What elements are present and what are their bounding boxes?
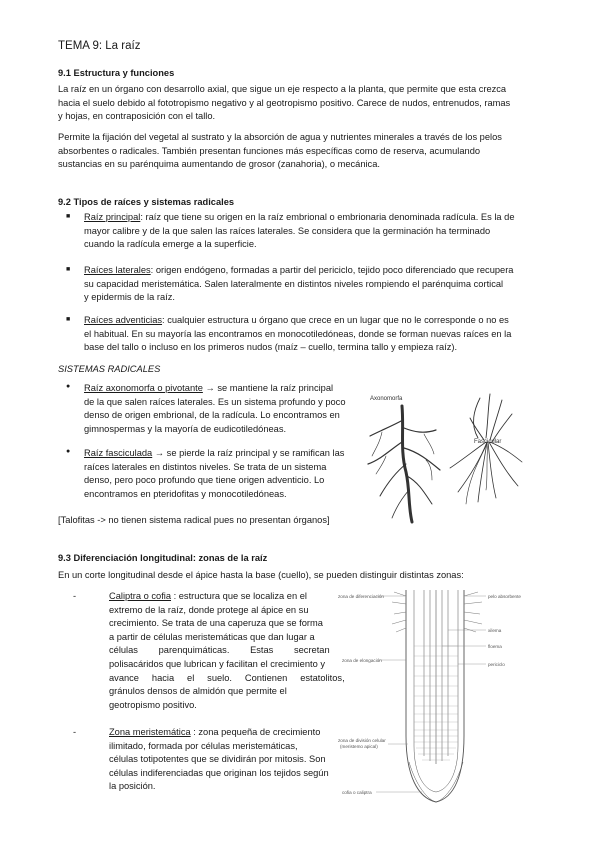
text-line: raíces laterales en distintos niveles. Se trata de un sistema <box>84 461 327 472</box>
figure-label-axonomorfa: Axonomorfa <box>370 396 403 402</box>
fascicular-root-drawing <box>450 394 522 504</box>
term: Raíces laterales <box>84 265 151 275</box>
text-line: → se pierde la raíz principal y se ramifican las <box>152 448 345 458</box>
text-line: → se mantiene la raíz principal <box>202 383 334 393</box>
text-line: : estructura que se localiza en el <box>171 591 307 601</box>
text-line: polisacáridos que lubrican y facilitan el crecimiento y <box>109 658 325 669</box>
section-heading-9-2: 9.2 Tipos de raíces y sistemas radicales <box>58 197 235 207</box>
section-heading-9-3: 9.3 Diferenciación longitudinal: zonas de la raíz <box>58 553 268 563</box>
label-zona-division: zona de división celular <box>338 738 386 743</box>
text-line: denso de origen embrional, de la radícula. Lo encontramos en <box>84 410 340 421</box>
text-line: denso, pero poco profundo que tiene origen adventicio. Lo <box>84 475 325 486</box>
term: Zona meristemática <box>109 727 191 737</box>
text-line: células parenquimáticas. Estas secretan <box>109 645 330 656</box>
figure-label-fascicular: Fascicular <box>474 439 502 445</box>
text-line: células indiferenciadas que originan los tejidos según <box>109 767 329 778</box>
text-line: gimnospermas y la mayoría de eudicotiledóneas. <box>84 423 287 434</box>
text-line: su capacidad meristemática. Salen lateralmente en distintos niveles rompiendo el parénquima cortical <box>84 278 504 289</box>
term: Raíz axonomorfa o pivotante <box>84 383 203 393</box>
label-pelo-absorbente: pelo absorbente <box>488 594 521 599</box>
text-line: ilimitado, formada por células meristemáticas, <box>109 740 298 751</box>
term: Raíz principal <box>84 212 141 222</box>
text-line: mayor calibre y de la que salen las raíces laterales. Se considera que la germinación ha terminado <box>84 225 491 236</box>
term: Caliptra o cofia <box>109 591 172 601</box>
text-line: de la que salen raíces laterales. Es un sistema profundo y poco <box>84 396 346 407</box>
label-cofia: cofia o caliptra <box>342 790 372 795</box>
paragraph-functions <box>58 131 542 172</box>
list-item-raices-adventicias <box>84 314 544 355</box>
text-line: absorbentes o radicales. También presentan funciones más específicas como de reserva, acumulando <box>58 145 481 156</box>
paragraph-intro-zones: En un corte longitudinal desde el ápice hasta la base (cuello), se pueden distinguir distintas zonas: <box>58 570 464 580</box>
subheading-sistemas-radicales: SISTEMAS RADICALES <box>58 364 161 374</box>
dash-marker: - <box>73 727 77 737</box>
root-zones-figure <box>336 586 546 811</box>
bullet-icon: ■ <box>66 266 71 273</box>
text-line: : zona pequeña de crecimiento <box>190 727 321 737</box>
axonomorfa-root-drawing <box>368 406 440 522</box>
text-line: gránulos densos de almidón que permite el <box>109 686 287 697</box>
label-meristemo-apical: (meristemo apical) <box>340 744 378 749</box>
text-line: : origen endógeno, formadas a partir del periciclo, tejido poco diferenciado que recupera <box>150 265 514 275</box>
text-line: crecimiento. Se trata de una caperuza que se forma <box>109 618 323 629</box>
text-line: geotropismo positivo. <box>109 699 197 710</box>
list-item-raiz-principal <box>84 211 544 252</box>
text-line: avance hacia el suelo. Contienen estatolitos, <box>109 672 345 683</box>
list-item-fasciculada <box>84 447 352 501</box>
label-zona-diferenciacion: zona de diferenciación <box>338 594 384 599</box>
text-line: cuando la radícula emerge a la superficie. <box>84 239 257 250</box>
root-hairs <box>392 592 482 632</box>
list-item-axonomorfa <box>84 382 352 436</box>
bullet-icon: ■ <box>66 213 71 220</box>
page-title: TEMA 9: La raíz <box>58 40 141 52</box>
text-line: células totipotentes que se dividirán por mitosis. Son <box>109 754 326 765</box>
text-line: y epidermis de la raíz. <box>84 292 175 303</box>
paragraph-structure <box>58 83 542 124</box>
dash-marker: - <box>73 591 77 601</box>
text-line: La raíz en un órgano con desarrollo axial, que sigue un eje respecto a la planta, que permite que esta crezca <box>58 84 507 94</box>
label-leaders <box>376 596 486 792</box>
label-zona-elongacion: zona de elongación <box>342 658 382 663</box>
text-line: a partir de células meristemáticas que dan lugar a <box>109 631 315 642</box>
text-line: base del tallo o incluso en los primeros nudos (maíz – cuello, termina tallo y empieza raíz). <box>84 342 458 353</box>
label-floema: floema <box>488 644 502 649</box>
term: Raíces adventicias <box>84 315 163 325</box>
root-systems-figure <box>362 390 547 525</box>
text-line: la posición. <box>109 781 156 792</box>
note-talofitas: [Talofitas -> no tienen sistema radical pues no presentan órganos] <box>58 515 330 525</box>
list-item-zona-meristematica <box>109 726 331 794</box>
text-line: el habitual. En su mayoría las encontramos en monocotiledóneas, donde se forman nuevas raíces en la <box>84 328 512 339</box>
label-xilema: xilema <box>488 628 502 633</box>
bullet-icon: ● <box>66 383 71 390</box>
list-item-raices-laterales <box>84 264 544 305</box>
text-line: encontramos en pteridofitas y monocotiledóneas. <box>84 488 287 499</box>
list-item-caliptra <box>109 590 345 712</box>
text-line: sustancias en su parénquima aumentando de grosor (zanahoria), o mecánica. <box>58 159 380 170</box>
bullet-icon: ● <box>66 448 71 455</box>
text-line: hacia el suelo debido al fototropismo negativo y al geotropismo positivo. Carece de nudos, entrenudos, ramas <box>58 97 511 108</box>
term: Raíz fasciculada <box>84 448 153 458</box>
section-heading-9-1: 9.1 Estructura y funciones <box>58 68 175 78</box>
bullet-icon: ■ <box>66 316 71 323</box>
label-periciclo: periciclo <box>488 662 505 667</box>
text-line: extremo de la raíz, donde protege al ápice en su <box>109 604 309 615</box>
text-line: : raíz que tiene su origen en la raíz embrional o embrionaria denominada radícula. Es la de <box>140 212 515 222</box>
text-line: Permite la fijación del vegetal al sustrato y la absorción de agua y nutrientes minerales a través de los pelos <box>58 132 502 142</box>
text-line: y hojas, en contraposición con el tallo. <box>58 111 216 122</box>
text-line: : cualquier estructura u órgano que crece en un lugar que no le corresponde o no es <box>162 315 509 325</box>
